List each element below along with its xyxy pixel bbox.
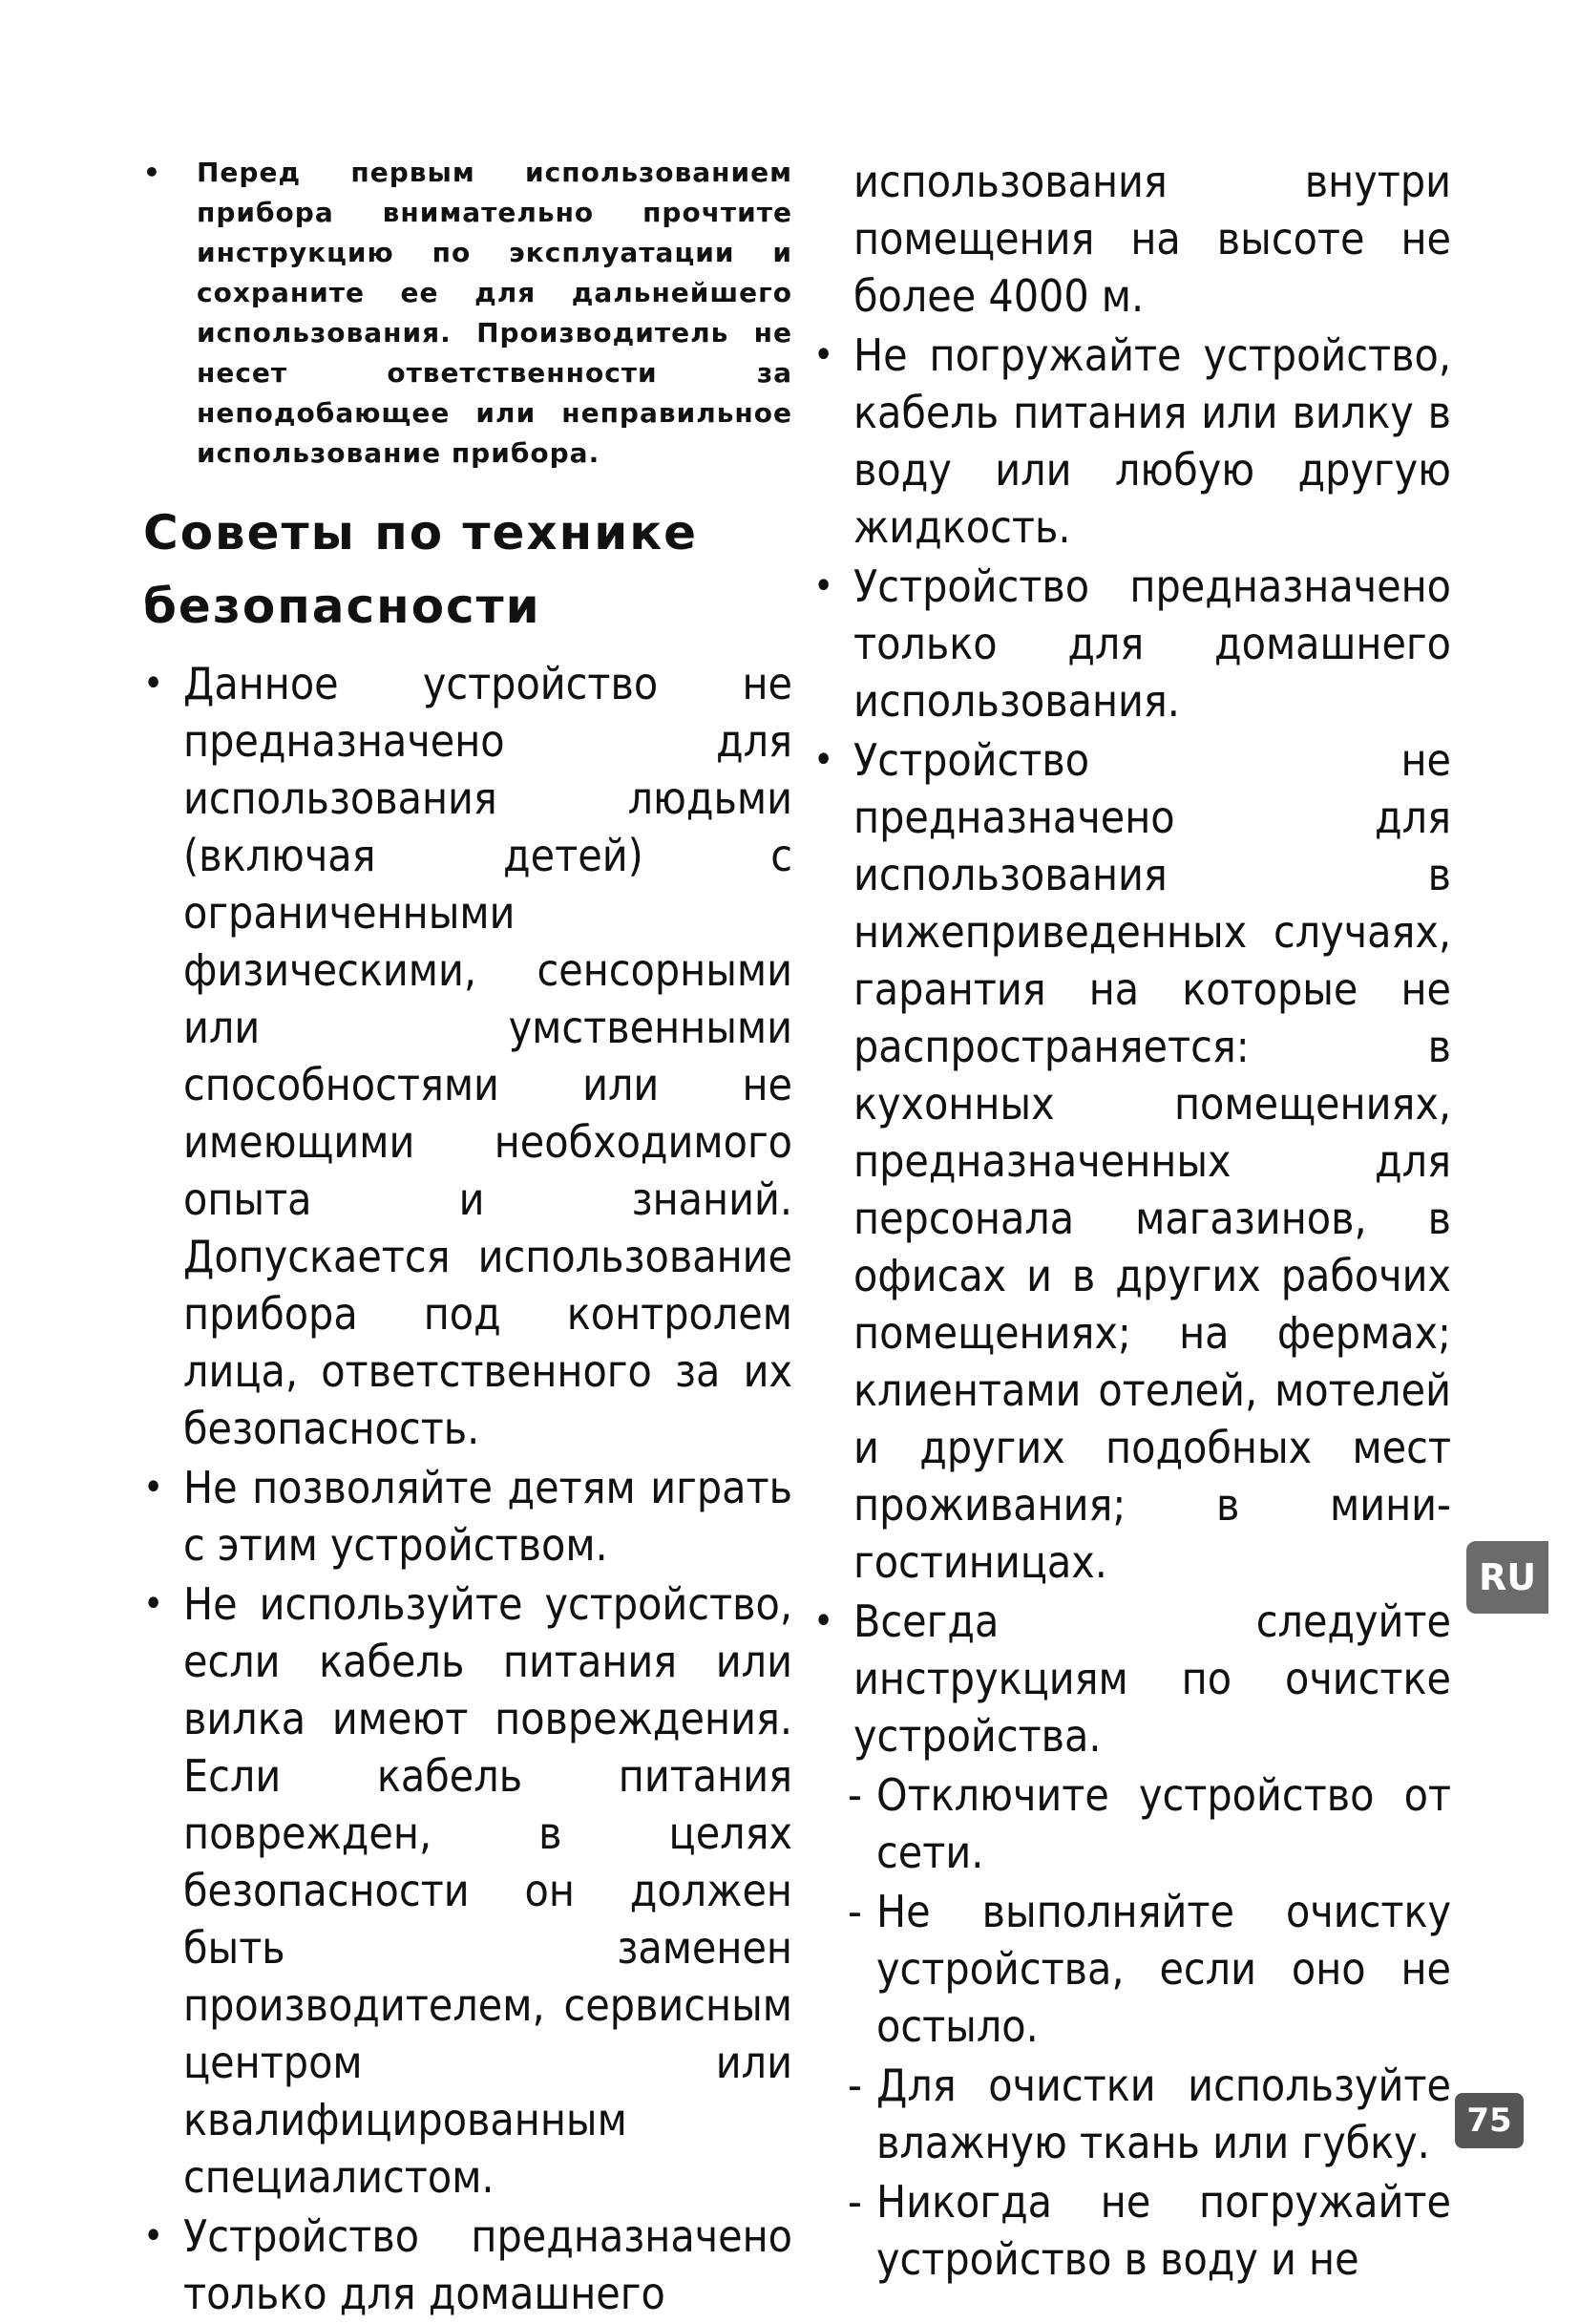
sub-list-item-text: Отключите устройство от сети. <box>876 1769 1451 1878</box>
dash: - <box>848 2060 862 2111</box>
bullet: • <box>813 1599 834 1643</box>
section-heading: Советы по технике безопасности <box>143 505 699 634</box>
sub-list-item <box>813 2173 1451 2288</box>
page-number: 75 <box>1455 2093 1524 2148</box>
list-item-text: Устройство не предназначено для использования в нижеприведенных случаях, гарантия на которые не распространяется: в кухонных помещениях, предназначенных для персонала магазинов, в офисах и в других рабочих помещениях; на фермах; клиентами отелей, мотелей и других подобных мест проживания; в мини-гостиницах. <box>853 734 1451 1588</box>
sub-list-item-text: Не выполняйте очистку устройства, если оно не остыло. <box>876 1886 1451 2052</box>
sub-list-item <box>813 1766 1451 1881</box>
list-item-text: Устройство предназначено только для домашнего использования. <box>853 560 1451 727</box>
list-item <box>813 1593 1451 1764</box>
sub-list-item <box>813 2057 1451 2171</box>
list-item-text: Всегда следуйте инструкциям по очистке устройства. <box>853 1595 1451 1762</box>
list-item <box>143 2208 792 2322</box>
left-column <box>143 153 792 2324</box>
list-item <box>143 655 792 1457</box>
intro-text: Перед первым использованием прибора внимательно прочтите инструкцию по эксплуатации и сохраните ее для дальнейшего использования. Производитель не несет ответственности за неподобающее или неправильное использование прибора. <box>197 157 792 469</box>
dash: - <box>848 1769 862 1821</box>
list-item <box>143 1575 792 2206</box>
bullet: • <box>813 333 834 377</box>
list-item-text: Не позволяйте детям играть с этим устройством. <box>183 1462 792 1571</box>
list-item <box>143 1459 792 1574</box>
right-column <box>813 153 1451 2290</box>
list-item-text: Устройство предназначено только для домашнего <box>183 2210 792 2319</box>
bullet: • <box>143 2214 164 2258</box>
sub-list-item-text: Для очистки используйте влажную ткань или губку. <box>876 2060 1451 2168</box>
left-safety-list <box>143 655 792 2322</box>
bullet: • <box>143 1582 164 1626</box>
list-item <box>813 731 1451 1591</box>
list-item <box>813 558 1451 729</box>
cleaning-sub-list <box>813 1766 1451 2288</box>
continued-text: использования внутри помещения на высоте не более 4000 м. <box>853 156 1451 322</box>
list-item-text: Данное устройство не предназначено для использования людьми (включая детей) с ограниченными физическими, сенсорными или умственными способностями или не имеющими необходимого опыта и знаний. Допускается использование прибора под контролем лица, ответственного за их безопасность. <box>183 658 792 1454</box>
bullet: • <box>143 662 164 706</box>
list-item-text: Не погружайте устройство, кабель питания или вилку в воду или любую другую жидкость. <box>853 329 1451 553</box>
list-item <box>813 327 1451 556</box>
bullet: • <box>813 738 834 782</box>
bullet: • <box>143 157 161 188</box>
intro-note <box>143 153 792 474</box>
dash: - <box>848 2176 862 2228</box>
sub-list-item-text: Никогда не погружайте устройство в воду и не <box>876 2176 1451 2285</box>
list-item-text: Не используйте устройство, если кабель питания или вилка имеют повреждения. Если кабель питания поврежден, в целях безопасности он должен быть заменен производителем, сервисным центром или квалифицированным специалистом. <box>183 1578 792 2203</box>
dash: - <box>848 1886 862 1937</box>
bullet: • <box>813 564 834 608</box>
language-tab: RU <box>1466 1541 1548 1614</box>
sub-list-item <box>813 1883 1451 2055</box>
bullet: • <box>143 1466 164 1510</box>
